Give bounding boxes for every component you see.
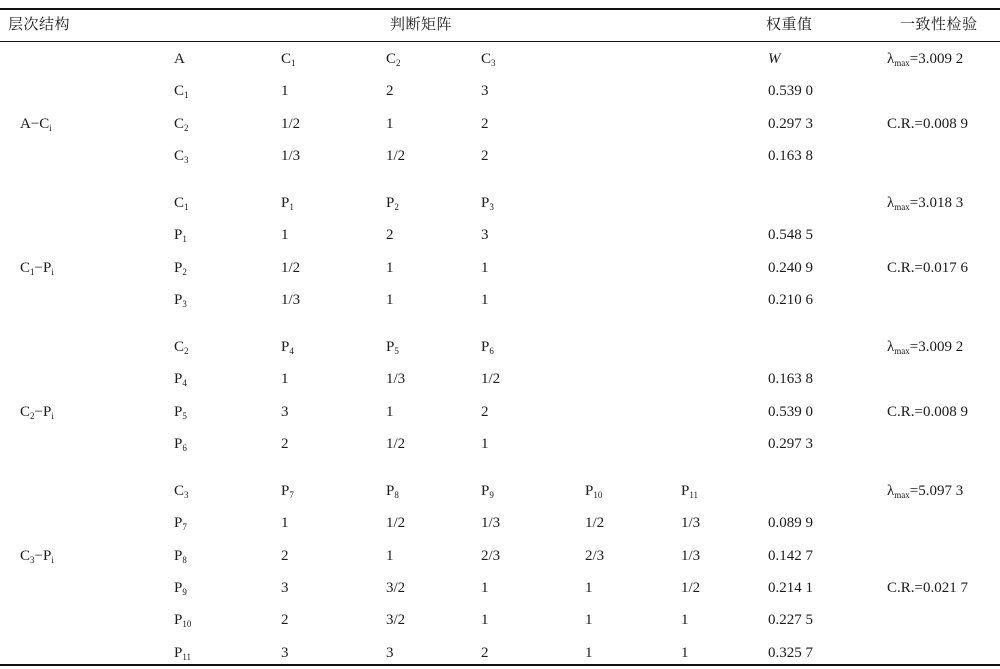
cell-weight: W [768,51,781,67]
cell-matrix-col-3: $C_3$ [481,51,496,68]
cell-row-label: $P_3$ [174,291,187,309]
cell-row-label: $C_2$ [174,115,189,133]
cell-row-label: $C_1$ [174,195,189,212]
cell-weight: 0.210 6 [768,291,813,308]
cell-matrix-col-2: 1/2 [386,147,406,164]
cell-row-label: $P_5$ [174,403,187,421]
cell-weight: 0.240 9 [768,259,813,276]
header-consistency: 一致性检验 [900,15,978,33]
cell-matrix-col-2: 1 [386,291,394,308]
header-rule [0,41,1000,42]
cell-row-label: $C_2$ [174,339,189,356]
cell-matrix-col-1: $C_1$ [281,51,296,68]
cell-row-label: $P_{10}$ [174,612,192,630]
cell-matrix-col-3: 2 [481,115,489,132]
cell-matrix-col-3: $P_9$ [481,483,494,500]
cell-weight: 0.539 0 [768,83,813,100]
bottom-rule [0,664,1000,666]
cell-matrix-col-4: 1 [585,644,593,661]
cell-row-label: $P_4$ [174,371,187,389]
cell-matrix-col-4: 2/3 [585,547,605,564]
cell-matrix-col-2: 1/3 [386,371,406,388]
cell-matrix-col-2: $P_5$ [386,339,399,356]
section-label: $C_1-P_i$ [20,259,54,277]
cell-row-label: $P_1$ [174,227,187,245]
cell-matrix-col-1: 3 [281,579,289,596]
cell-matrix-col-3: 2 [481,403,489,420]
cell-matrix-col-4: 1 [585,612,593,629]
cell-matrix-col-3: 2 [481,644,489,661]
cell-matrix-col-2: 1 [386,403,394,420]
cell-consistency: C.R.=0.017 6 [887,259,968,276]
section-label: $A-C_i$ [20,115,52,133]
cell-matrix-col-2: 3 [386,644,394,661]
cell-matrix-col-1: 1/2 [281,115,301,132]
cell-weight: 0.163 8 [768,147,813,164]
cell-matrix-col-3: 1 [481,612,489,629]
cell-matrix-col-2: 2 [386,227,394,244]
cell-matrix-col-3: 1/2 [481,371,501,388]
cell-matrix-col-3: 1 [481,291,489,308]
cell-row-label: $P_9$ [174,579,187,597]
cell-weight: 0.297 3 [768,435,813,452]
cell-matrix-col-2: $P_2$ [386,195,399,212]
cell-consistency: C.R.=0.008 9 [887,403,968,420]
cell-row-label: $P_2$ [174,259,187,277]
cell-matrix-col-2: 1/2 [386,435,406,452]
cell-matrix-col-4: 1 [585,579,593,596]
cell-weight: 0.163 8 [768,371,813,388]
cell-consistency: $\lambda_{max}=3.009$ 2 [887,339,964,356]
cell-matrix-col-4: $P_{10}$ [585,483,603,500]
header-weight: 权重值 [766,15,813,33]
cell-matrix-col-3: 2 [481,147,489,164]
cell-matrix-col-2: 1 [386,259,394,276]
cell-matrix-col-5: 1/3 [681,547,701,564]
cell-matrix-col-3: 2/3 [481,547,501,564]
cell-row-label: $C_3$ [174,147,189,165]
cell-consistency: $\lambda_{max}=3.009$ 2 [887,51,964,68]
cell-matrix-col-3: 1 [481,435,489,452]
cell-consistency: $\lambda_{max}=5.097$ 3 [887,483,964,500]
cell-matrix-col-2: 2 [386,83,394,100]
cell-matrix-col-3: 3 [481,227,489,244]
cell-matrix-col-1: 1/2 [281,259,301,276]
cell-weight: 0.297 3 [768,115,813,132]
cell-matrix-col-1: 3 [281,403,289,420]
cell-weight: 0.548 5 [768,227,813,244]
cell-matrix-col-2: 1 [386,115,394,132]
cell-matrix-col-1: 1 [281,515,289,532]
cell-matrix-col-3: 1 [481,579,489,596]
cell-matrix-col-2: 1/2 [386,515,406,532]
cell-matrix-col-1: 2 [281,547,289,564]
cell-matrix-col-5: 1/2 [681,579,701,596]
cell-matrix-col-1: 2 [281,612,289,629]
cell-matrix-col-1: $P_7$ [281,483,294,500]
cell-matrix-col-1: $P_4$ [281,339,294,356]
cell-matrix-col-1: 1 [281,371,289,388]
cell-matrix-col-4: 1/2 [585,515,605,532]
cell-matrix-col-5: $P_{11}$ [681,483,699,500]
cell-matrix-col-1: 1 [281,83,289,100]
cell-row-label: A [174,51,185,67]
cell-matrix-col-1: $P_1$ [281,195,294,212]
cell-row-label: $P_{11}$ [174,644,192,662]
cell-row-label: $P_6$ [174,435,187,453]
cell-matrix-col-5: 1/3 [681,515,701,532]
cell-row-label: $C_1$ [174,83,189,101]
cell-matrix-col-1: 1/3 [281,291,301,308]
cell-weight: 0.142 7 [768,547,813,564]
cell-matrix-col-2: 3/2 [386,612,406,629]
header-level: 层次结构 [8,15,71,33]
section-label: $C_2-P_i$ [20,403,54,421]
cell-weight: 0.214 1 [768,579,813,596]
cell-matrix-col-1: 3 [281,644,289,661]
cell-matrix-col-3: $P_3$ [481,195,494,212]
cell-weight: 0.539 0 [768,403,813,420]
cell-consistency: C.R.=0.021 7 [887,579,968,596]
section-label: $C_3-P_i$ [20,547,54,565]
cell-matrix-col-3: 1 [481,259,489,276]
cell-row-label: $P_7$ [174,515,187,533]
cell-matrix-col-3: $P_6$ [481,339,494,356]
cell-consistency: $\lambda_{max}=3.018$ 3 [887,195,964,212]
cell-matrix-col-5: 1 [681,644,689,661]
cell-matrix-col-2: 3/2 [386,579,406,596]
cell-matrix-col-5: 1 [681,612,689,629]
cell-matrix-col-2: $P_8$ [386,483,399,500]
top-rule [0,8,1000,10]
cell-row-label: $P_8$ [174,547,187,565]
cell-matrix-col-2: $C_2$ [386,51,401,68]
cell-matrix-col-1: 1 [281,227,289,244]
cell-matrix-col-2: 1 [386,547,394,564]
cell-weight: 0.227 5 [768,612,813,629]
cell-matrix-col-1: 2 [281,435,289,452]
cell-matrix-col-3: 3 [481,83,489,100]
cell-consistency: C.R.=0.008 9 [887,115,968,132]
cell-weight: 0.325 7 [768,644,813,661]
cell-matrix-col-3: 1/3 [481,515,501,532]
cell-weight: 0.089 9 [768,515,813,532]
cell-matrix-col-1: 1/3 [281,147,301,164]
header-matrix: 判断矩阵 [390,15,453,33]
cell-row-label: $C_3$ [174,483,189,500]
